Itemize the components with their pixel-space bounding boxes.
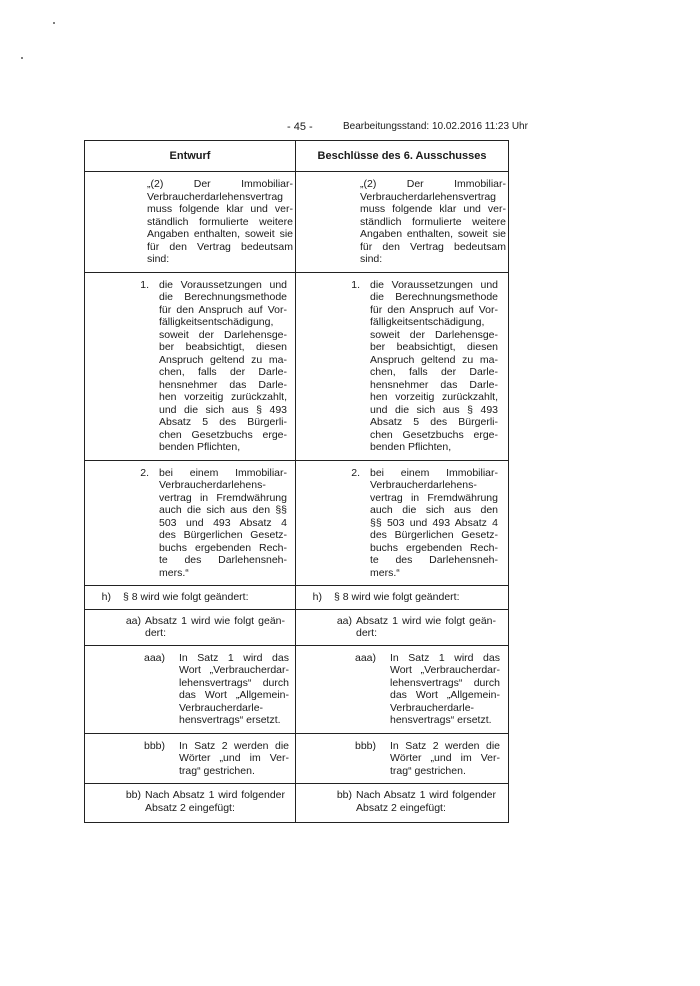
item-1-committee <box>370 279 498 454</box>
item-2-draft <box>159 467 287 580</box>
text-line: hensnehmer das Darle- <box>159 378 287 391</box>
item-number: 2. <box>140 466 149 479</box>
table-row-bbb <box>85 733 509 784</box>
text-line: chen, falls der Darle- <box>159 366 287 378</box>
text-line: dert: <box>356 627 378 639</box>
column-title-committee: Beschlüsse des 6. Ausschusses <box>296 141 509 172</box>
text-line: soweit der Darlehensge- <box>159 328 287 341</box>
list-label: aaa) <box>354 651 376 664</box>
text-line: trag“ gestrichen. <box>179 764 255 777</box>
text-line: Verbraucherdarlehens- <box>370 479 477 491</box>
text-line: Anspruch geltend zu ma- <box>159 353 287 366</box>
text-line: In Satz 2 werden die <box>179 739 289 752</box>
list-label: bbb) <box>354 739 376 752</box>
paragraph-2-committee <box>360 172 506 272</box>
text-line: benden Pflichten, <box>159 441 241 453</box>
text-line: fälligkeitsentschädigung, <box>159 316 274 328</box>
text-line: te des Darlehensneh- <box>370 554 498 566</box>
amendment-aa-draft <box>141 615 285 640</box>
text-line: vertrag in Fremdwährung <box>159 491 287 504</box>
text-line: ständlich formulierte weitere <box>147 215 293 228</box>
text-line: fälligkeitsentschädigung, <box>370 316 485 328</box>
text-line: muss folgende klar und ver- <box>147 203 293 215</box>
text-line: „(2) Der Immobiliar- <box>147 178 293 190</box>
text-line: bei einem Immobiliar- <box>159 466 287 479</box>
item-number: 1. <box>351 278 360 291</box>
list-label: aa) <box>125 614 141 627</box>
text-line: hen vorzeitig zurückzahlt, <box>370 391 498 403</box>
text-line: ständlich formulierte weitere <box>360 215 506 228</box>
text-line: lehensvertrags“ durch <box>179 676 289 689</box>
amendment-h-draft: § 8 wird wie folgt geändert: <box>123 591 249 603</box>
text-line: hensnehmer das Darle- <box>370 378 498 391</box>
table-row-aa <box>85 609 509 645</box>
text-line: die Voraussetzungen und <box>159 278 287 291</box>
table-row-abs2 <box>85 172 509 273</box>
text-line: auch die sich aus den §§ <box>159 504 287 516</box>
text-line: für den Vertrag bedeutsam <box>360 240 506 253</box>
text-line: hensvertrags“ ersetzt. <box>390 714 492 726</box>
amendment-aaa-draft <box>165 652 289 727</box>
list-label: h) <box>101 591 111 603</box>
list-label: aaa) <box>143 651 165 664</box>
text-line: für den Vertrag bedeutsam <box>147 240 293 253</box>
list-label: bb) <box>336 789 352 801</box>
text-line: ber beabsichtigt, diesen <box>370 341 498 353</box>
text-line: mers.“ <box>159 566 189 579</box>
text-line: die Berechnungsmethode <box>159 291 287 303</box>
list-label: bbb) <box>143 739 165 752</box>
text-line: chen Gesetzbuchs erge- <box>159 428 287 441</box>
text-line: Absatz 2 eingefügt: <box>145 801 235 814</box>
item-number: 1. <box>140 278 149 291</box>
text-line: die Berechnungsmethode <box>370 291 498 303</box>
table-row-item1 <box>85 272 509 460</box>
table-row-bb <box>85 784 509 823</box>
text-line: für den Anspruch auf Vor- <box>159 303 287 316</box>
text-line: Absatz 1 wird wie folgt geän- <box>145 614 285 627</box>
text-line: Verbraucherdarle- <box>179 701 264 714</box>
table-row-item2 <box>85 460 509 586</box>
table-row-h <box>85 586 509 610</box>
text-line: Wort „Verbraucherdar- <box>179 664 289 676</box>
text-line: sind: <box>360 253 383 265</box>
text-line: 503 und 493 Absatz 4 <box>159 516 287 529</box>
text-line: In Satz 1 wird das <box>179 651 289 664</box>
text-line: sind: <box>147 253 170 265</box>
column-title-draft: Entwurf <box>85 141 296 172</box>
text-line: Verbraucherdarlehensvertrag <box>360 190 496 203</box>
comparison-table <box>84 140 509 823</box>
edit-status: Bearbeitungsstand: 10.02.2016 11:23 Uhr <box>343 121 528 132</box>
text-line: In Satz 2 werden die <box>390 739 500 752</box>
page-number: - 45 - <box>287 121 313 133</box>
amendment-bbb-committee <box>376 740 500 778</box>
text-line: hen vorzeitig zurückzahlt, <box>159 391 287 403</box>
table-row-aaa <box>85 645 509 733</box>
list-label: bb) <box>125 789 141 801</box>
text-line: und die sich aus § 493 <box>159 403 287 416</box>
list-label: aa) <box>336 614 352 627</box>
text-line: §§ 503 und 493 Absatz 4 <box>370 516 498 529</box>
text-line: Verbraucherdarlehensvertrag <box>147 190 283 203</box>
text-line: muss folgende klar und ver- <box>360 203 506 215</box>
text-line: Angaben enthalten, soweit sie <box>360 228 506 240</box>
text-line: bei einem Immobiliar- <box>370 466 498 479</box>
item-number: 2. <box>351 466 360 479</box>
text-line: Wort „Verbraucherdar- <box>390 664 500 676</box>
text-line: In Satz 1 wird das <box>390 651 500 664</box>
item-1-draft <box>159 279 287 454</box>
text-line: Anspruch geltend zu ma- <box>370 353 498 366</box>
text-line: buchs ergebenden Rech- <box>370 541 498 554</box>
text-line: benden Pflichten, <box>370 441 452 453</box>
text-line: hensvertrags“ ersetzt. <box>179 714 281 726</box>
text-line: und die sich aus § 493 <box>370 403 498 416</box>
table-header-row <box>85 141 509 172</box>
scan-speck <box>53 22 55 24</box>
text-line: dert: <box>145 627 167 639</box>
amendment-h-committee: § 8 wird wie folgt geändert: <box>334 591 460 603</box>
text-line: Verbraucherdarle- <box>390 701 475 714</box>
text-line: vertrag in Fremdwährung <box>370 491 498 504</box>
text-line: Wörter „und im Ver- <box>390 752 500 764</box>
item-2-committee <box>370 467 498 580</box>
text-line: mers.“ <box>370 566 400 579</box>
text-line: lehensvertrags“ durch <box>390 676 500 689</box>
text-line: chen Gesetzbuchs erge- <box>370 428 498 441</box>
text-line: das Wort „Allgemein- <box>390 689 500 701</box>
text-line: Absatz 1 wird wie folgt geän- <box>356 614 496 627</box>
list-label: h) <box>312 591 322 603</box>
text-line: des Bürgerlichen Gesetz- <box>370 529 498 541</box>
text-line: Absatz 5 des Bürgerli- <box>370 416 498 428</box>
amendment-bbb-draft <box>165 740 289 778</box>
text-line: des Bürgerlichen Gesetz- <box>159 529 287 541</box>
text-line: die Voraussetzungen und <box>370 278 498 291</box>
amendment-aa-committee <box>352 615 496 640</box>
text-line: Absatz 5 des Bürgerli- <box>159 416 287 428</box>
paragraph-2-draft <box>147 172 293 272</box>
text-line: „(2) Der Immobiliar- <box>360 178 506 190</box>
text-line: Verbraucherdarlehens- <box>159 479 266 491</box>
text-line: das Wort „Allgemein- <box>179 689 289 701</box>
text-line: chen, falls der Darle- <box>370 366 498 378</box>
text-line: Angaben enthalten, soweit sie <box>147 228 293 240</box>
text-line: te des Darlehensneh- <box>159 554 287 566</box>
amendment-bb-committee <box>352 789 496 814</box>
text-line: für den Anspruch auf Vor- <box>370 303 498 316</box>
text-line: auch die sich aus den <box>370 504 498 516</box>
text-line: Wörter „und im Ver- <box>179 752 289 764</box>
text-line: buchs ergebenden Rech- <box>159 541 287 554</box>
text-line: ber beabsichtigt, diesen <box>159 341 287 353</box>
text-line: Nach Absatz 1 wird folgender <box>356 789 496 801</box>
amendment-aaa-committee <box>376 652 500 727</box>
text-line: Absatz 2 eingefügt: <box>356 801 446 814</box>
text-line: Nach Absatz 1 wird folgender <box>145 789 285 801</box>
text-line: trag“ gestrichen. <box>390 764 466 777</box>
scan-speck <box>21 57 23 59</box>
text-line: soweit der Darlehensge- <box>370 328 498 341</box>
amendment-bb-draft <box>141 789 285 814</box>
